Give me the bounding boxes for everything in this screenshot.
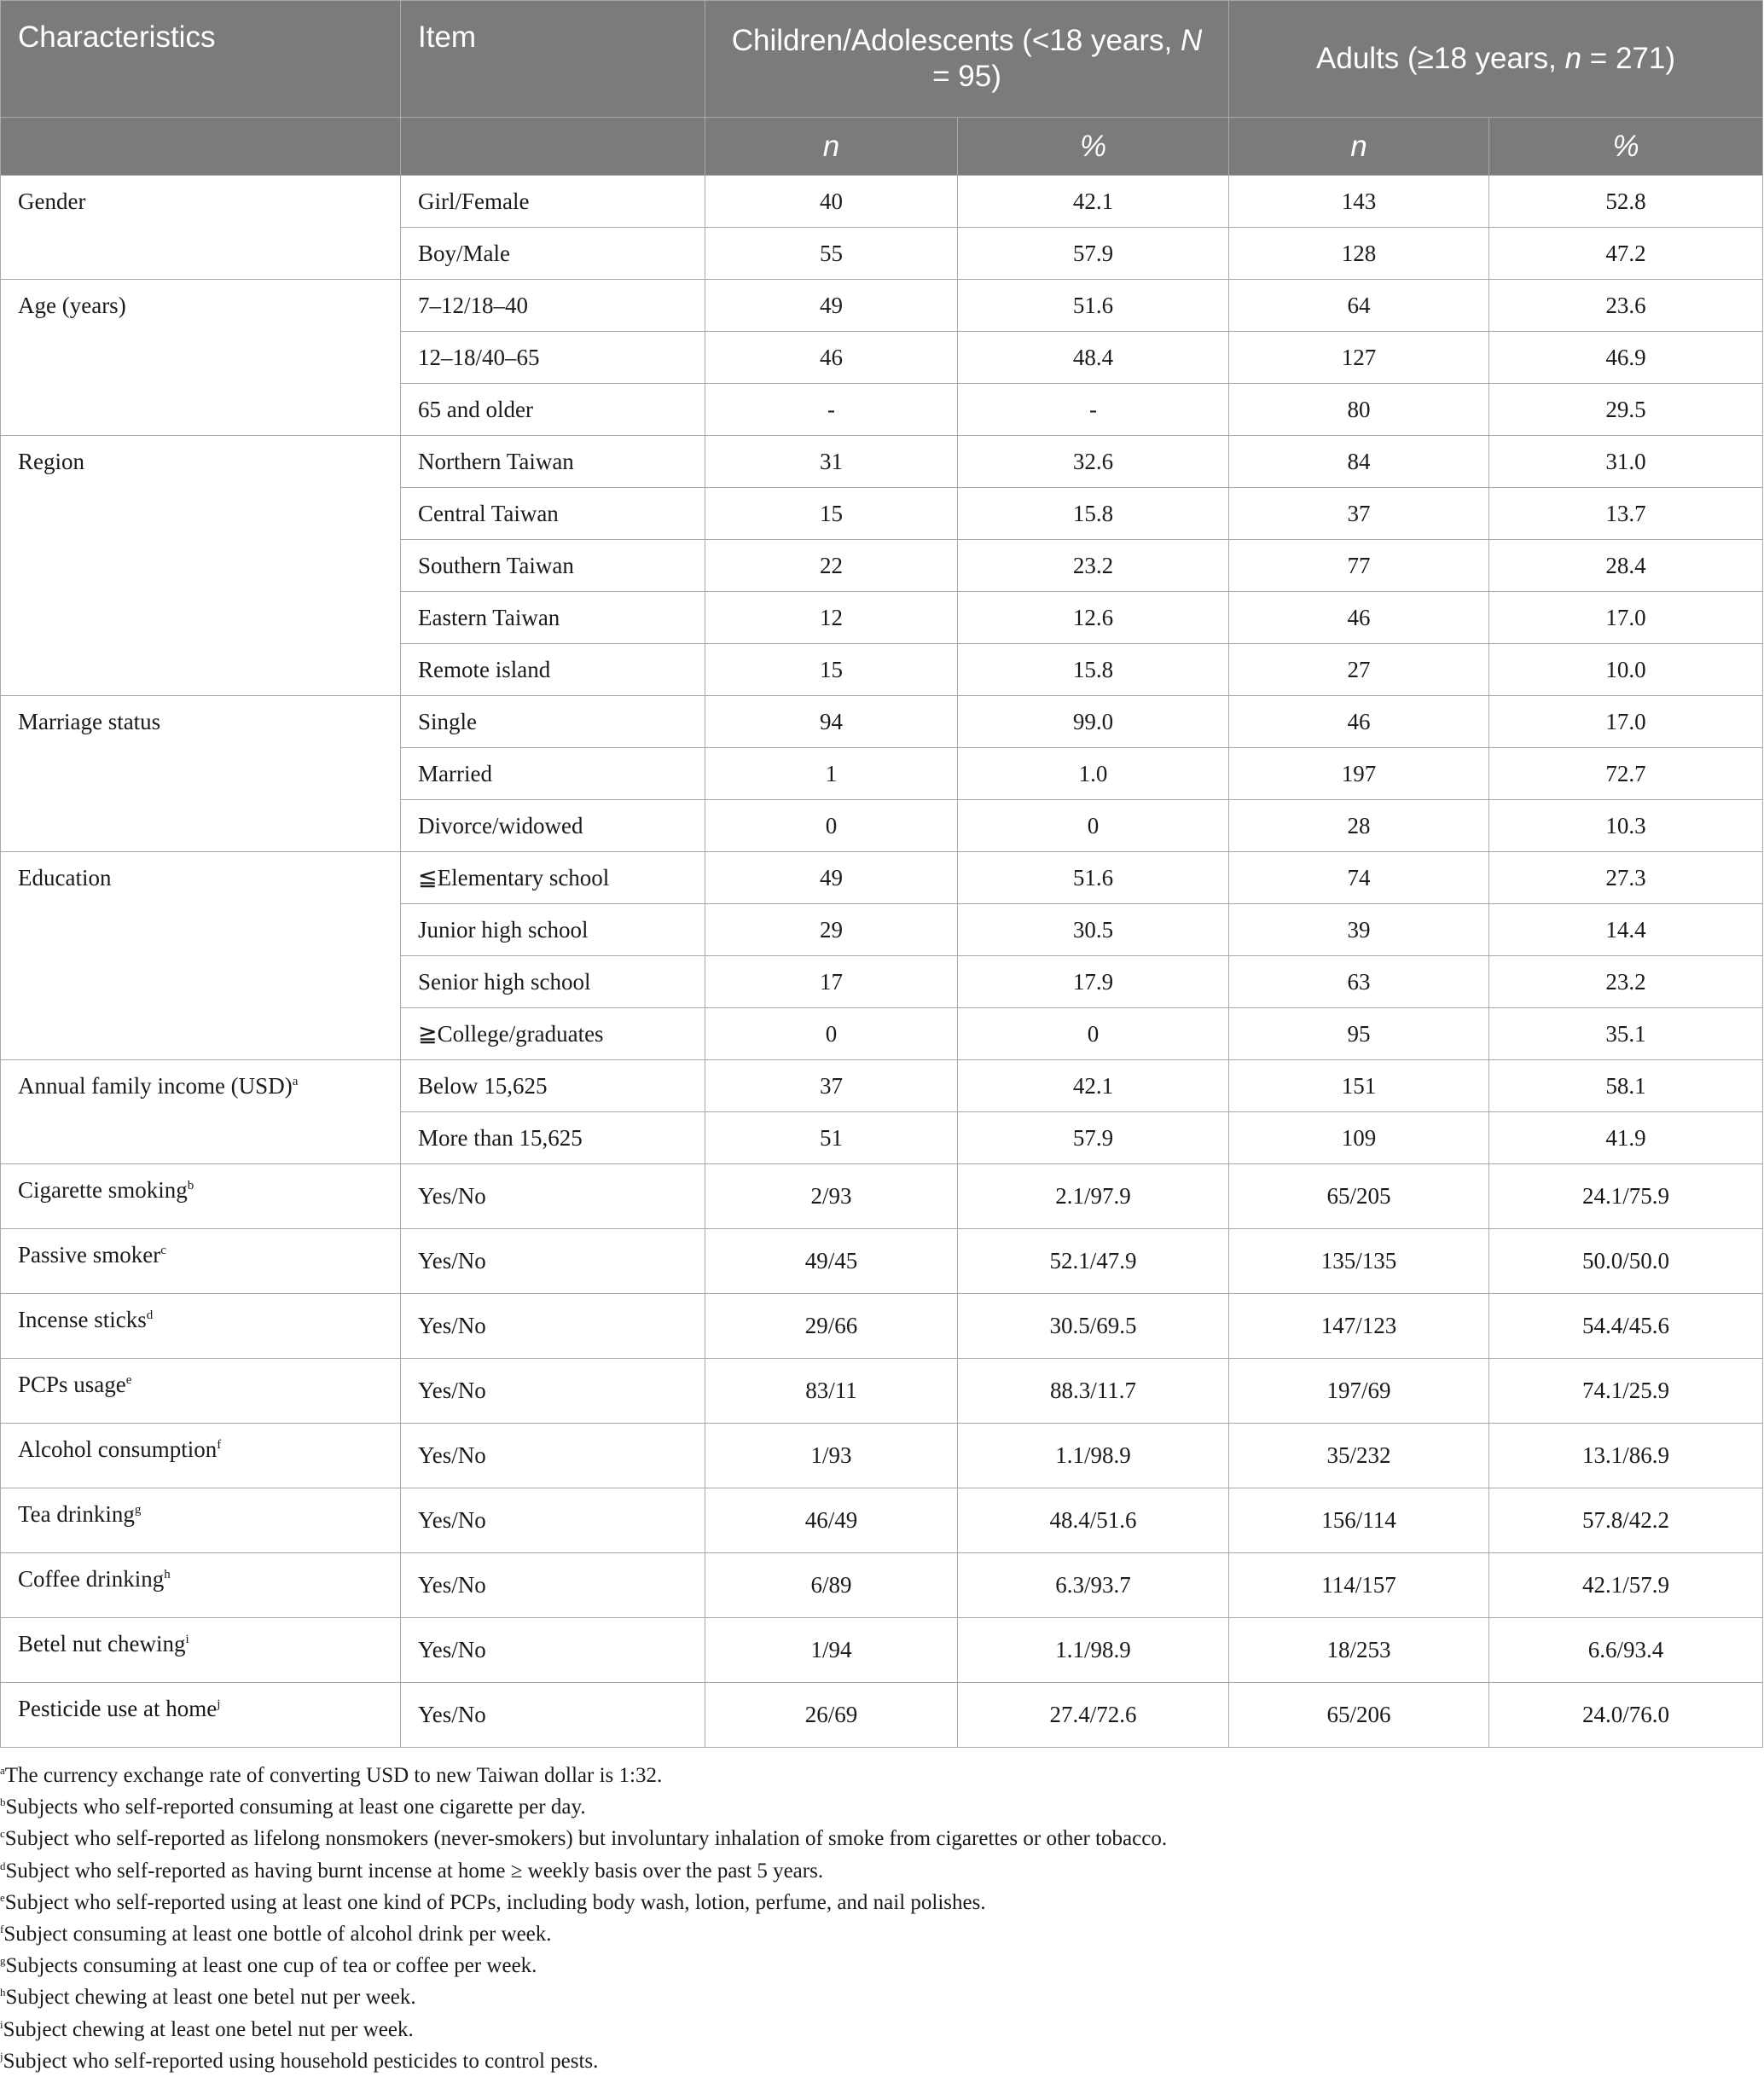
item-cell: Central Taiwan [401, 488, 705, 540]
footnote-mark: a [0, 1764, 5, 1777]
children-n-cell: 94 [705, 696, 958, 748]
children-pct-cell: 32.6 [958, 436, 1229, 488]
adults-pct-cell: 29.5 [1489, 384, 1763, 436]
adults-n-cell: 18/253 [1229, 1618, 1489, 1683]
header-item: Item [401, 1, 705, 118]
children-pct-cell: 57.9 [958, 228, 1229, 280]
adults-pct-cell: 10.0 [1489, 644, 1763, 696]
item-cell: Yes/No [401, 1164, 705, 1229]
table-row [1, 1618, 1763, 1683]
subheader-row [1, 118, 1763, 176]
adults-n-cell: 109 [1229, 1112, 1489, 1164]
adults-pct-cell: 28.4 [1489, 540, 1763, 592]
footnote-marker: e [125, 1373, 132, 1387]
children-group-label: Children/Adolescents (<18 years, [731, 24, 1181, 57]
children-pct-cell: 88.3/11.7 [958, 1359, 1229, 1424]
adults-pct-cell: 13.1/86.9 [1489, 1424, 1763, 1488]
footnote-text: Subject chewing at least one betel nut per week. [5, 1986, 416, 2010]
item-cell: Yes/No [401, 1229, 705, 1294]
header-children-group [705, 1, 1229, 118]
adults-n-cell: 37 [1229, 488, 1489, 540]
table-row [1, 176, 1763, 228]
adults-n-cell: 28 [1229, 800, 1489, 852]
children-pct-cell: 12.6 [958, 592, 1229, 644]
footnote [0, 1823, 1764, 1854]
adults-n-cell: 35/232 [1229, 1424, 1489, 1488]
children-pct-cell: 0 [958, 800, 1229, 852]
item-cell: Senior high school [401, 956, 705, 1008]
characteristic-label: Alcohol consumption [18, 1436, 218, 1462]
table-row [1, 1060, 1763, 1112]
table-row [1, 1553, 1763, 1618]
characteristic-label: PCPs usage [18, 1372, 126, 1397]
children-n-cell: 26/69 [705, 1683, 958, 1748]
characteristic-cell [1, 1229, 401, 1294]
footnote-marker: h [164, 1568, 171, 1581]
children-n-cell: 49/45 [705, 1229, 958, 1294]
adults-n-symbol: n [1564, 42, 1582, 75]
adults-pct-cell: 27.3 [1489, 852, 1763, 904]
children-n-cell: 1/93 [705, 1424, 958, 1488]
children-n-cell: 83/11 [705, 1359, 958, 1424]
footnote [0, 1981, 1764, 2013]
children-pct-cell: 48.4/51.6 [958, 1488, 1229, 1553]
adults-group-label: Adults (≥18 years, [1316, 42, 1565, 75]
characteristic-label: Age (years) [18, 293, 126, 318]
children-n-symbol: N [1180, 24, 1203, 57]
adults-pct-cell: 58.1 [1489, 1060, 1763, 1112]
adults-pct-cell: 52.8 [1489, 176, 1763, 228]
adults-n-cell: 77 [1229, 540, 1489, 592]
footnote-mark: d [0, 1859, 6, 1872]
footnotes [0, 1760, 1764, 2077]
children-n-cell: 15 [705, 488, 958, 540]
children-n-cell: 51 [705, 1112, 958, 1164]
adults-pct-cell: 46.9 [1489, 332, 1763, 384]
table-row [1, 1359, 1763, 1424]
adults-pct-cell: 31.0 [1489, 436, 1763, 488]
children-pct-cell: 6.3/93.7 [958, 1553, 1229, 1618]
children-pct-cell: 51.6 [958, 280, 1229, 332]
table-row [1, 1164, 1763, 1229]
characteristic-cell [1, 1553, 401, 1618]
adults-n-cell: 197/69 [1229, 1359, 1489, 1424]
footnote-marker: g [134, 1503, 142, 1517]
adults-pct-cell: 14.4 [1489, 904, 1763, 956]
item-cell: Yes/No [401, 1488, 705, 1553]
footnote [0, 2045, 1764, 2077]
children-n-cell: 0 [705, 1008, 958, 1060]
children-n-cell: 46 [705, 332, 958, 384]
item-cell: Below 15,625 [401, 1060, 705, 1112]
children-pct-cell: 15.8 [958, 488, 1229, 540]
children-pct-cell: 2.1/97.9 [958, 1164, 1229, 1229]
item-cell: Single [401, 696, 705, 748]
table-row [1, 852, 1763, 904]
item-cell: 65 and older [401, 384, 705, 436]
characteristic-cell [1, 1359, 401, 1424]
subheader-empty-item [401, 118, 705, 176]
adults-pct-cell: 42.1/57.9 [1489, 1553, 1763, 1618]
header-row [1, 1, 1763, 118]
adults-pct-cell: 13.7 [1489, 488, 1763, 540]
adults-n-cell: 197 [1229, 748, 1489, 800]
adults-pct-cell: 23.2 [1489, 956, 1763, 1008]
item-cell: More than 15,625 [401, 1112, 705, 1164]
children-pct-cell: 52.1/47.9 [958, 1229, 1229, 1294]
item-cell: Northern Taiwan [401, 436, 705, 488]
characteristic-label: Coffee drinking [18, 1566, 165, 1592]
item-cell: Remote island [401, 644, 705, 696]
adults-n-cell: 74 [1229, 852, 1489, 904]
children-n-cell: 40 [705, 176, 958, 228]
children-n-cell: 0 [705, 800, 958, 852]
adults-pct-cell: 35.1 [1489, 1008, 1763, 1060]
children-pct-cell: 0 [958, 1008, 1229, 1060]
children-pct-cell: 1.0 [958, 748, 1229, 800]
item-cell: Married [401, 748, 705, 800]
footnote-mark: g [0, 1954, 6, 1968]
footnote [0, 1918, 1764, 1950]
characteristic-label: Tea drinking [18, 1501, 135, 1527]
characteristic-cell [1, 1294, 401, 1359]
footnote-marker: c [160, 1244, 166, 1257]
adults-n-value: = 271) [1581, 42, 1676, 75]
adults-pct-cell: 17.0 [1489, 592, 1763, 644]
header-adults-group [1229, 1, 1763, 118]
footnote-mark: i [0, 2017, 3, 2031]
item-cell: 12–18/40–65 [401, 332, 705, 384]
item-cell: ≧College/graduates [401, 1008, 705, 1060]
children-n-cell: 49 [705, 852, 958, 904]
adults-pct-cell: 72.7 [1489, 748, 1763, 800]
children-pct-cell: 30.5/69.5 [958, 1294, 1229, 1359]
footnote [0, 1855, 1764, 1887]
children-pct-cell: 15.8 [958, 644, 1229, 696]
adults-n-cell: 114/157 [1229, 1553, 1489, 1618]
subheader-adults-n: n [1229, 118, 1489, 176]
characteristic-label: Betel nut chewing [18, 1631, 186, 1656]
footnote-text: Subjects consuming at least one cup of tea or coffee per week. [5, 1954, 537, 1978]
item-cell: Southern Taiwan [401, 540, 705, 592]
adults-pct-cell: 74.1/25.9 [1489, 1359, 1763, 1424]
children-n-cell: 29 [705, 904, 958, 956]
children-pct-cell: 23.2 [958, 540, 1229, 592]
item-cell: Boy/Male [401, 228, 705, 280]
children-pct-cell: 42.1 [958, 176, 1229, 228]
characteristic-label: Cigarette smoking [18, 1177, 188, 1203]
characteristic-cell [1, 1164, 401, 1229]
footnote-text: Subject who self-reported as having burnt incense at home ≥ weekly basis over the past 5 years. [5, 1859, 824, 1883]
adults-n-cell: 84 [1229, 436, 1489, 488]
item-cell: Eastern Taiwan [401, 592, 705, 644]
footnote [0, 1791, 1764, 1823]
adults-n-cell: 65/206 [1229, 1683, 1489, 1748]
children-pct-cell: 1.1/98.9 [958, 1424, 1229, 1488]
characteristic-label: Pesticide use at home [18, 1696, 218, 1721]
item-cell: Yes/No [401, 1359, 705, 1424]
children-n-cell: 55 [705, 228, 958, 280]
adults-n-cell: 63 [1229, 956, 1489, 1008]
subheader-children-n: n [705, 118, 958, 176]
footnote-marker: f [217, 1438, 222, 1452]
characteristic-cell [1, 696, 401, 852]
characteristic-cell [1, 852, 401, 1060]
footnote-marker: a [292, 1075, 299, 1088]
adults-n-cell: 95 [1229, 1008, 1489, 1060]
header-characteristics: Characteristics [1, 1, 401, 118]
adults-pct-cell: 41.9 [1489, 1112, 1763, 1164]
adults-n-cell: 156/114 [1229, 1488, 1489, 1553]
characteristic-label: Region [18, 449, 84, 474]
children-pct-cell: 57.9 [958, 1112, 1229, 1164]
adults-pct-cell: 54.4/45.6 [1489, 1294, 1763, 1359]
children-n-cell: 6/89 [705, 1553, 958, 1618]
footnote [0, 1950, 1764, 1981]
footnote-marker: d [146, 1308, 154, 1322]
children-n-cell: 1 [705, 748, 958, 800]
characteristic-cell [1, 1488, 401, 1553]
footnote-text: Subjects who self-reported consuming at least one cigarette per day. [5, 1796, 586, 1819]
footnote-marker: i [185, 1633, 189, 1646]
footnote-mark: c [0, 1827, 5, 1841]
footnote-text: Subject who self-reported using household pesticides to control pests. [3, 2049, 599, 2073]
footnote-mark: j [0, 2049, 3, 2062]
footnote-marker: b [187, 1179, 194, 1192]
item-cell: Yes/No [401, 1683, 705, 1748]
footnote-mark: f [0, 1922, 4, 1935]
adults-n-cell: 27 [1229, 644, 1489, 696]
children-pct-cell: 99.0 [958, 696, 1229, 748]
footnote-text: The currency exchange rate of converting USD to new Taiwan dollar is 1:32. [4, 1764, 663, 1787]
footnote [0, 1887, 1764, 1918]
item-cell: Yes/No [401, 1618, 705, 1683]
table-row [1, 436, 1763, 488]
children-pct-cell: - [958, 384, 1229, 436]
children-n-cell: 31 [705, 436, 958, 488]
children-pct-cell: 27.4/72.6 [958, 1683, 1229, 1748]
item-cell: 7–12/18–40 [401, 280, 705, 332]
characteristic-cell [1, 1424, 401, 1488]
table-row [1, 1683, 1763, 1748]
children-pct-cell: 51.6 [958, 852, 1229, 904]
subheader-children-pct: % [958, 118, 1229, 176]
children-n-cell: 46/49 [705, 1488, 958, 1553]
adults-n-cell: 46 [1229, 696, 1489, 748]
children-pct-cell: 1.1/98.9 [958, 1618, 1229, 1683]
item-cell: Yes/No [401, 1424, 705, 1488]
children-pct-cell: 17.9 [958, 956, 1229, 1008]
item-cell: Yes/No [401, 1294, 705, 1359]
characteristic-cell [1, 436, 401, 696]
footnote-mark: h [0, 1986, 6, 1999]
adults-pct-cell: 17.0 [1489, 696, 1763, 748]
children-n-cell: 29/66 [705, 1294, 958, 1359]
adults-pct-cell: 10.3 [1489, 800, 1763, 852]
footnote [0, 2014, 1764, 2045]
table-row [1, 1488, 1763, 1553]
table-header [1, 1, 1763, 176]
footnote-marker: j [217, 1697, 221, 1711]
adults-pct-cell: 50.0/50.0 [1489, 1229, 1763, 1294]
characteristic-label: Education [18, 865, 112, 891]
characteristic-label: Passive smoker [18, 1242, 161, 1268]
adults-n-cell: 65/205 [1229, 1164, 1489, 1229]
footnote-text: Subject chewing at least one betel nut per week. [3, 2017, 414, 2041]
children-n-cell: 22 [705, 540, 958, 592]
characteristic-label: Gender [18, 189, 86, 214]
children-pct-cell: 48.4 [958, 332, 1229, 384]
characteristic-label: Incense sticks [18, 1307, 147, 1332]
characteristic-label: Annual family income (USD) [18, 1073, 293, 1099]
adults-pct-cell: 6.6/93.4 [1489, 1618, 1763, 1683]
footnote-mark: b [0, 1796, 6, 1809]
adults-n-cell: 147/123 [1229, 1294, 1489, 1359]
children-n-cell: 12 [705, 592, 958, 644]
children-n-cell: 2/93 [705, 1164, 958, 1229]
item-cell: ≦Elementary school [401, 852, 705, 904]
adults-pct-cell: 24.1/75.9 [1489, 1164, 1763, 1229]
table-row [1, 1229, 1763, 1294]
adults-pct-cell: 57.8/42.2 [1489, 1488, 1763, 1553]
adults-pct-cell: 24.0/76.0 [1489, 1683, 1763, 1748]
adults-n-cell: 135/135 [1229, 1229, 1489, 1294]
table-row [1, 1294, 1763, 1359]
characteristic-cell [1, 1683, 401, 1748]
adults-n-cell: 127 [1229, 332, 1489, 384]
adults-pct-cell: 47.2 [1489, 228, 1763, 280]
item-cell: Divorce/widowed [401, 800, 705, 852]
table-row [1, 696, 1763, 748]
children-pct-cell: 30.5 [958, 904, 1229, 956]
children-n-cell: - [705, 384, 958, 436]
item-cell: Girl/Female [401, 176, 705, 228]
footnote-text: Subject who self-reported as lifelong nonsmokers (never-smokers) but involuntary inhalation of smoke from cigarettes or other tobacco. [4, 1827, 1168, 1851]
adults-pct-cell: 23.6 [1489, 280, 1763, 332]
children-n-cell: 17 [705, 956, 958, 1008]
footnote [0, 1760, 1764, 1791]
adults-n-cell: 143 [1229, 176, 1489, 228]
table-row [1, 280, 1763, 332]
characteristic-cell [1, 176, 401, 280]
adults-n-cell: 128 [1229, 228, 1489, 280]
children-n-value: = 95) [932, 60, 1001, 93]
item-cell: Yes/No [401, 1553, 705, 1618]
item-cell: Junior high school [401, 904, 705, 956]
footnote-mark: e [0, 1890, 5, 1904]
adults-n-cell: 151 [1229, 1060, 1489, 1112]
children-n-cell: 1/94 [705, 1618, 958, 1683]
children-pct-cell: 42.1 [958, 1060, 1229, 1112]
subheader-adults-pct: % [1489, 118, 1763, 176]
characteristic-label: Marriage status [18, 709, 161, 734]
subheader-empty-characteristics [1, 118, 401, 176]
adults-n-cell: 80 [1229, 384, 1489, 436]
adults-n-cell: 39 [1229, 904, 1489, 956]
adults-n-cell: 64 [1229, 280, 1489, 332]
characteristic-cell [1, 280, 401, 436]
characteristic-cell [1, 1060, 401, 1164]
footnote-text: Subject who self-reported using at least one kind of PCPs, including body wash, lotion, perfume, and nail polishes. [4, 1890, 986, 1914]
table-body [1, 176, 1763, 1748]
children-n-cell: 37 [705, 1060, 958, 1112]
adults-n-cell: 46 [1229, 592, 1489, 644]
children-n-cell: 49 [705, 280, 958, 332]
table-row [1, 1424, 1763, 1488]
children-n-cell: 15 [705, 644, 958, 696]
characteristic-cell [1, 1618, 401, 1683]
footnote-text: Subject consuming at least one bottle of alcohol drink per week. [3, 1922, 552, 1946]
